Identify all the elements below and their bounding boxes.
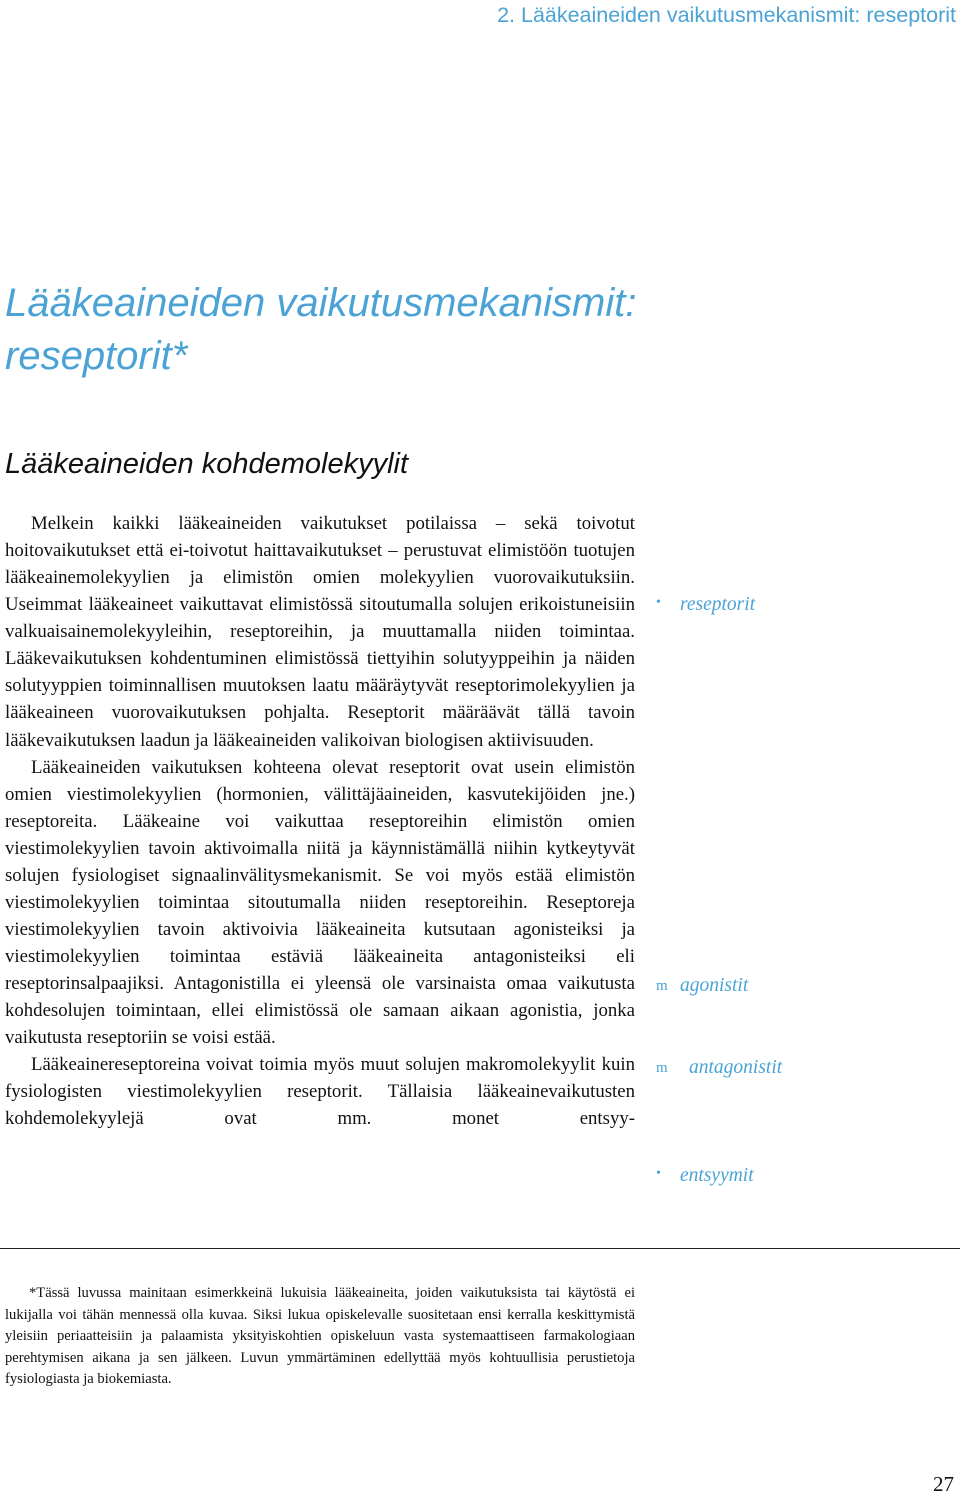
running-head: 2. Lääkeaineiden vaikutusmekanismit: reseptorit [497,3,956,27]
chapter-title-line-2: reseptorit* [5,334,188,378]
bullet-m-icon: m [656,978,668,994]
margin-term-entsyymit [656,1165,754,1187]
margin-term-reseptorit [656,594,755,616]
margin-term-label: agonistit [680,975,749,996]
margin-term-label: reseptorit [680,594,756,615]
chapter-title-line-1: Lääkeaineiden vaikutusmekanismit: [5,281,637,325]
footnote-divider [0,1248,960,1249]
footnote-text: *Tässä luvussa mainitaan esimerkkeinä lukuisia lääkeaineita, joiden vaikutuksista tai käytöstä ei lukijalla voi tähän mennessä olla kuvaa. Siksi lukua opiskelevalle suositetaan ensi kerralla keskittymistä yleisiin periaatteisiin ja palaamista yksityiskohtien opiskeluun vasta systemaattiseen farmakologiaan perehtymisen aikana ja sen jälkeen. Luvun ymmärtäminen edellyttää myös kohtuullisia perustietoja fysiologiasta ja biokemiasta. [5,1285,635,1388]
paragraph-2: Lääkeaineiden vaikutuksen kohteena olevat reseptorit ovat usein elimistön omien viestimolekyylien (hormonien, välittäjäaineiden, kasvutekijöiden jne.) reseptoreita. Lääkeaine voi vaikuttaa reseptoreihin elimistön omien viestimolekyylien tavoin aktivoimalla niitä ja käynnistämällä niihin kytkeytyvät solujen fysiologiset signaalinvälitysmekanismit. Se voi myös estää elimistön viestimolekyylien toimintaa sitoutumalla niiden reseptoreihin. Reseptoreja viestimolekyylien tavoin aktivoivia lääkeaineita kutsutaan agonisteiksi ja viestimolekyylien toimintaa estäviä lääkeaineita antagonisteiksi eli reseptorinsalpaajiksi. Antagonistilla ei yleensä ole varsinaista omaa vaikutusta kohdesolujen toimintaan, ellei elimistössä ole samaan aikaan agonistia, jonka vaikutusta reseptoriin se voisi estää. [5,756,635,1049]
bullet-m-icon: m [656,1060,668,1076]
body-text [5,510,635,1132]
margin-term-label: antagonistit [689,1057,783,1078]
chapter-title [5,277,636,383]
margin-term-antagonistit [656,1057,782,1079]
paragraph-1: Melkein kaikki lääkeaineiden vaikutukset potilaissa – sekä toivotut hoitovaikutukset että ei-toivotut haittavaikutukset – perustuvat elimistöön tuotujen lääkeainemolekyylien ja elimistön omien molekyylien vuorovaikutuksiin. Useimmat lääkeaineet vaikuttavat elimistössä sitoutumalla solujen erikoistuneisiin valkuaisainemolekyyleihin, reseptoreihin, ja muuttamalla niiden toimintaa. Lääkevaikutuksen kohdentuminen elimistössä tiettyihin solutyyppeihin ja näiden solutyyppien toiminnallisen muutoksen laatu määräytyvät reseptorimolekyylien ja lääkeaineen vuorovaikutuksen pohjalta. Reseptorit määräävät tällä tavoin lääkevaikutuksen laadun ja lääkeaineiden valikoivan biologisen aktiivisuuden. [5,513,635,751]
section-heading: Lääkeaineiden kohdemolekyylit [5,448,409,480]
page-number: 27 [933,1472,954,1496]
paragraph-3: Lääkeainereseptoreina voivat toimia myös muut solujen makromolekyylit kuin fysiologisten viestimolekyylien reseptorit. Tällaisia lääkeainevaikutusten kohdemolekyylejä ovat mm. monet entsyy- [5,1054,635,1130]
bullet-dot-icon: • [656,1166,661,1181]
bullet-dot-icon: • [656,595,661,610]
margin-term-agonistit [656,975,748,997]
footnote [5,1283,635,1391]
margin-term-label: entsyymit [680,1165,754,1186]
